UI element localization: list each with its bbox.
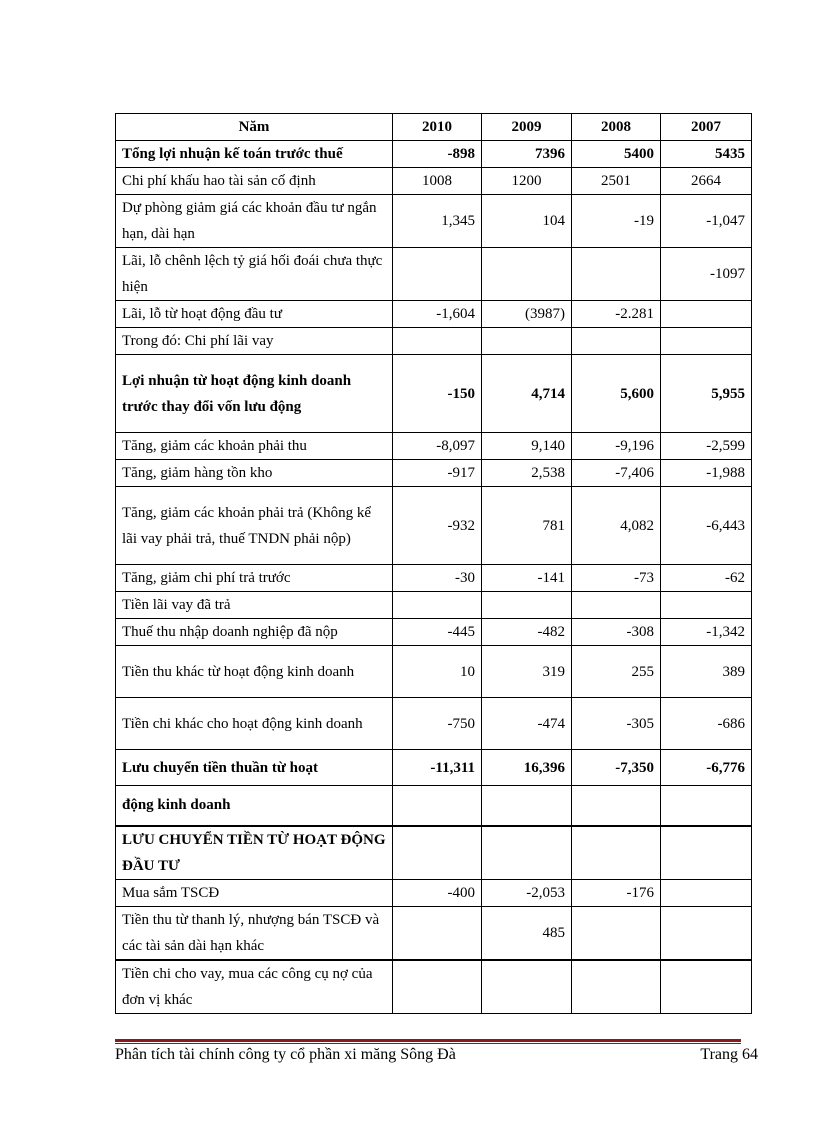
value-cell: -141	[482, 565, 572, 592]
value-cell: 9,140	[482, 433, 572, 460]
table-row	[116, 168, 752, 195]
value-cell: -2,599	[661, 433, 752, 460]
table-row	[116, 355, 752, 433]
value-cell: -8,097	[393, 433, 482, 460]
cash-flow-table	[115, 113, 752, 1014]
value-cell	[482, 786, 572, 826]
value-cell: 1,345	[393, 195, 482, 248]
header-2010: 2010	[393, 114, 482, 141]
value-cell: -1,342	[661, 619, 752, 646]
value-cell: -2,053	[482, 879, 572, 906]
value-cell: 5,600	[572, 355, 661, 433]
value-cell: -750	[393, 698, 482, 750]
value-cell: 5435	[661, 141, 752, 168]
value-cell: 5,955	[661, 355, 752, 433]
value-cell: 5400	[572, 141, 661, 168]
value-cell: -898	[393, 141, 482, 168]
value-cell	[661, 592, 752, 619]
table-row	[116, 433, 752, 460]
value-cell: -2.281	[572, 301, 661, 328]
value-cell: 7396	[482, 141, 572, 168]
value-cell: -445	[393, 619, 482, 646]
value-cell	[393, 786, 482, 826]
value-cell	[482, 960, 572, 1014]
header-2008: 2008	[572, 114, 661, 141]
value-cell: -9,196	[572, 433, 661, 460]
table-row	[116, 879, 752, 906]
value-cell: 10	[393, 646, 482, 698]
row-label: Tăng, giảm các khoản phải thu	[116, 433, 393, 460]
table-row	[116, 646, 752, 698]
header-2007: 2007	[661, 114, 752, 141]
table-row	[116, 565, 752, 592]
value-cell	[572, 786, 661, 826]
row-label: Mua sắm TSCĐ	[116, 879, 393, 906]
table-row	[116, 301, 752, 328]
table-row	[116, 328, 752, 355]
table-row	[116, 487, 752, 565]
value-cell: -150	[393, 355, 482, 433]
value-cell: -73	[572, 565, 661, 592]
value-cell: -1,988	[661, 460, 752, 487]
value-cell: -7,350	[572, 750, 661, 786]
row-label: Tiền chi khác cho hoạt động kinh doanh	[116, 698, 393, 750]
value-cell: -474	[482, 698, 572, 750]
value-cell	[393, 906, 482, 960]
value-cell: 319	[482, 646, 572, 698]
value-cell	[572, 592, 661, 619]
value-cell	[482, 592, 572, 619]
row-label: Tiền chi cho vay, mua các công cụ nợ của đơn vị khác	[116, 960, 393, 1014]
row-label: Tăng, giảm chi phí trả trước	[116, 565, 393, 592]
table-row	[116, 698, 752, 750]
table-row	[116, 619, 752, 646]
value-cell: 1008	[393, 168, 482, 195]
value-cell: 1200	[482, 168, 572, 195]
value-cell	[661, 786, 752, 826]
value-cell	[393, 960, 482, 1014]
row-label: Lợi nhuận từ hoạt động kinh doanh trước thay đổi vốn lưu động	[116, 355, 393, 433]
value-cell: -7,406	[572, 460, 661, 487]
header-2009: 2009	[482, 114, 572, 141]
footer-page-number: Trang 64	[700, 1046, 758, 1063]
value-cell: -482	[482, 619, 572, 646]
row-label: Tiền thu khác từ hoạt động kinh doanh	[116, 646, 393, 698]
value-cell	[572, 826, 661, 880]
footer-rule-thick	[115, 1039, 741, 1042]
value-cell: -400	[393, 879, 482, 906]
value-cell: -932	[393, 487, 482, 565]
footer-rule-thin	[115, 1043, 741, 1044]
value-cell: -176	[572, 879, 661, 906]
value-cell: -686	[661, 698, 752, 750]
row-label: Trong đó: Chi phí lãi vay	[116, 328, 393, 355]
value-cell: -1,604	[393, 301, 482, 328]
value-cell: 2501	[572, 168, 661, 195]
value-cell: -308	[572, 619, 661, 646]
value-cell: 4,082	[572, 487, 661, 565]
value-cell	[661, 301, 752, 328]
row-label: Tiền thu từ thanh lý, nhượng bán TSCĐ và các tài sản dài hạn khác	[116, 906, 393, 960]
row-label: Tăng, giảm hàng tồn kho	[116, 460, 393, 487]
value-cell: -1,047	[661, 195, 752, 248]
value-cell: -917	[393, 460, 482, 487]
value-cell	[572, 328, 661, 355]
table-row	[116, 141, 752, 168]
table-row	[116, 906, 752, 960]
value-cell: 485	[482, 906, 572, 960]
value-cell	[393, 328, 482, 355]
table-row	[116, 786, 752, 826]
value-cell: 2,538	[482, 460, 572, 487]
table-row	[116, 195, 752, 248]
value-cell: 781	[482, 487, 572, 565]
value-cell	[393, 248, 482, 301]
row-label: Lưu chuyển tiền thuần từ hoạt	[116, 750, 393, 786]
value-cell	[482, 826, 572, 880]
value-cell: -19	[572, 195, 661, 248]
value-cell	[661, 960, 752, 1014]
value-cell: 16,396	[482, 750, 572, 786]
value-cell	[661, 826, 752, 880]
row-label: LƯU CHUYỂN TIỀN TỪ HOẠT ĐỘNG ĐẦU TƯ	[116, 826, 393, 880]
value-cell: -11,311	[393, 750, 482, 786]
value-cell	[661, 879, 752, 906]
row-label: Tổng lợi nhuận kế toán trước thuế	[116, 141, 393, 168]
value-cell: -6,443	[661, 487, 752, 565]
value-cell: -62	[661, 565, 752, 592]
value-cell	[572, 248, 661, 301]
value-cell: -1097	[661, 248, 752, 301]
value-cell: -30	[393, 565, 482, 592]
row-label: Tiền lãi vay đã trả	[116, 592, 393, 619]
value-cell: 255	[572, 646, 661, 698]
row-label: Lãi, lỗ chênh lệch tỷ giá hối đoái chưa thực hiện	[116, 248, 393, 301]
value-cell	[393, 826, 482, 880]
row-label: Thuế thu nhập doanh nghiệp đã nộp	[116, 619, 393, 646]
value-cell: 4,714	[482, 355, 572, 433]
value-cell	[482, 328, 572, 355]
value-cell: 389	[661, 646, 752, 698]
table-row	[116, 750, 752, 786]
table-row	[116, 248, 752, 301]
row-label: Dự phòng giảm giá các khoản đầu tư ngắn hạn, dài hạn	[116, 195, 393, 248]
value-cell: 104	[482, 195, 572, 248]
header-year-label: Năm	[116, 114, 393, 141]
table-body	[116, 141, 752, 1014]
table-row	[116, 960, 752, 1014]
footer-title: Phân tích tài chính công ty cổ phần xi măng Sông Đà	[115, 1046, 456, 1063]
value-cell	[661, 328, 752, 355]
value-cell: 2664	[661, 168, 752, 195]
row-label: Chi phí khấu hao tài sản cố định	[116, 168, 393, 195]
value-cell	[393, 592, 482, 619]
table-row	[116, 460, 752, 487]
value-cell: (3987)	[482, 301, 572, 328]
row-label: Tăng, giảm các khoản phải trả (Không kể lãi vay phải trả, thuế TNDN phải nộp)	[116, 487, 393, 565]
value-cell	[572, 960, 661, 1014]
value-cell	[482, 248, 572, 301]
value-cell: -6,776	[661, 750, 752, 786]
table-row	[116, 826, 752, 880]
value-cell	[572, 906, 661, 960]
value-cell: -305	[572, 698, 661, 750]
row-label: động kinh doanh	[116, 786, 393, 826]
table-row	[116, 592, 752, 619]
row-label: Lãi, lỗ từ hoạt động đầu tư	[116, 301, 393, 328]
table-header-row	[116, 114, 752, 141]
value-cell	[661, 906, 752, 960]
